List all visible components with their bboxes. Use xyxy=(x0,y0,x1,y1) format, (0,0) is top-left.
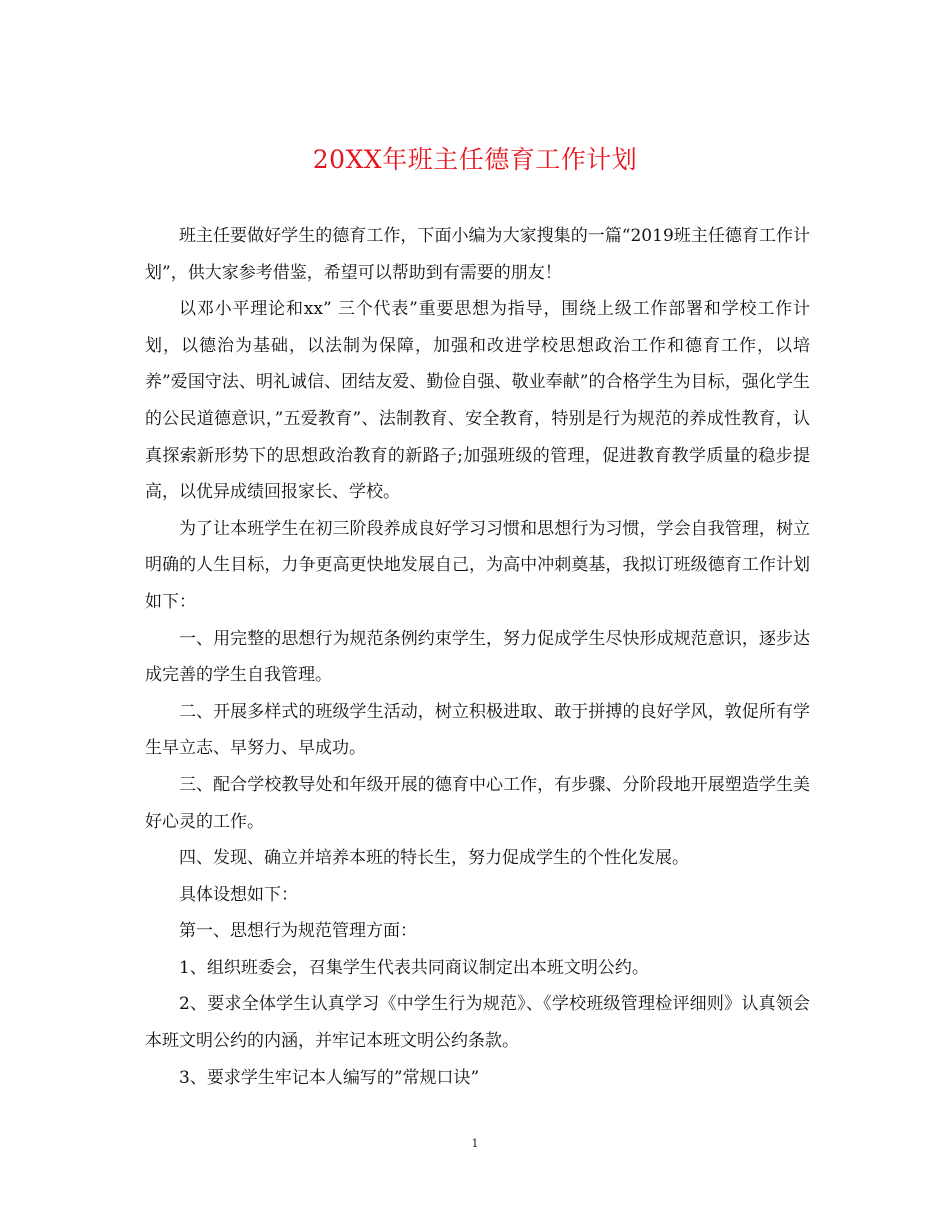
document-body xyxy=(145,218,810,1096)
paragraph-item-3: 3、要求学生牢记本人编写的”常规口诀” xyxy=(179,1067,480,1088)
paragraph-goal-2: 二、开展多样式的班级学生活动，树立积极进取、敢于拼搏的良好学风，敦促所有学生早立志、早努力、早成功。 xyxy=(145,701,810,759)
paragraph-item-2: 2、要求全体学生认真学习《中学生行为规范》、《学校班级管理检评细则》认真领会本班文明公约的内涵，并牢记本班文明公约条款。 xyxy=(145,994,810,1052)
page-number: 1 xyxy=(471,1137,479,1150)
paragraph-plan-heading: 具体设想如下： xyxy=(179,884,298,905)
document-title: 20XX年班主任德育工作计划 xyxy=(312,145,638,174)
paragraph-goal-4: 四、发现、确立并培养本班的特长生，努力促成学生的个性化发展。 xyxy=(179,848,689,869)
paragraph-intro: 班主任要做好学生的德育工作，下面小编为大家搜集的一篇“2019班主任德育工作计划”，供大家参考借鉴，希望可以帮助到有需要的朋友！ xyxy=(145,226,810,283)
paragraph-section-heading: 第一、思想行为规范管理方面： xyxy=(179,921,417,942)
paragraph-goal-1: 一、用完整的思想行为规范条例约束学生，努力促成学生尽快形成规范意识，逐步达成完善的学生自我管理。 xyxy=(145,628,810,686)
paragraph-goal-3: 三、配合学校教导处和年级开展的德育中心工作，有步骤、分阶段地开展塑造学生美好心灵的工作。 xyxy=(145,774,810,832)
paragraph-purpose: 为了让本班学生在初三阶段养成良好学习习惯和思想行为习惯，学会自我管理，树立明确的人生目标，力争更高更快地发展自己，为高中冲刺奠基，我拟订班级德育工作计划如下： xyxy=(145,518,810,612)
paragraph-item-1: 1、组织班委会，召集学生代表共同商议制定出本班文明公约。 xyxy=(179,957,649,978)
paragraph-guiding-thought: 以邓小平理论和xx” 三个代表”重要思想为指导，围绕上级工作部署和学校工作计划，以德治为基础，以法制为保障，加强和改进学校思想政治工作和德育工作，以培养”爱国守法、明礼诚信、团结友爱、勤俭自强、敬业奉献”的合格学生为目标，强化学生的公民道德意识，”五爱教育”、法制教育、安全教育，特别是行为规范的养成性教育，认真探索新形势下的思想政治教育的新路子;加强班级的管理，促进教育教学质量的稳步提高，以优异成绩回报家长、学校。 xyxy=(145,299,810,503)
